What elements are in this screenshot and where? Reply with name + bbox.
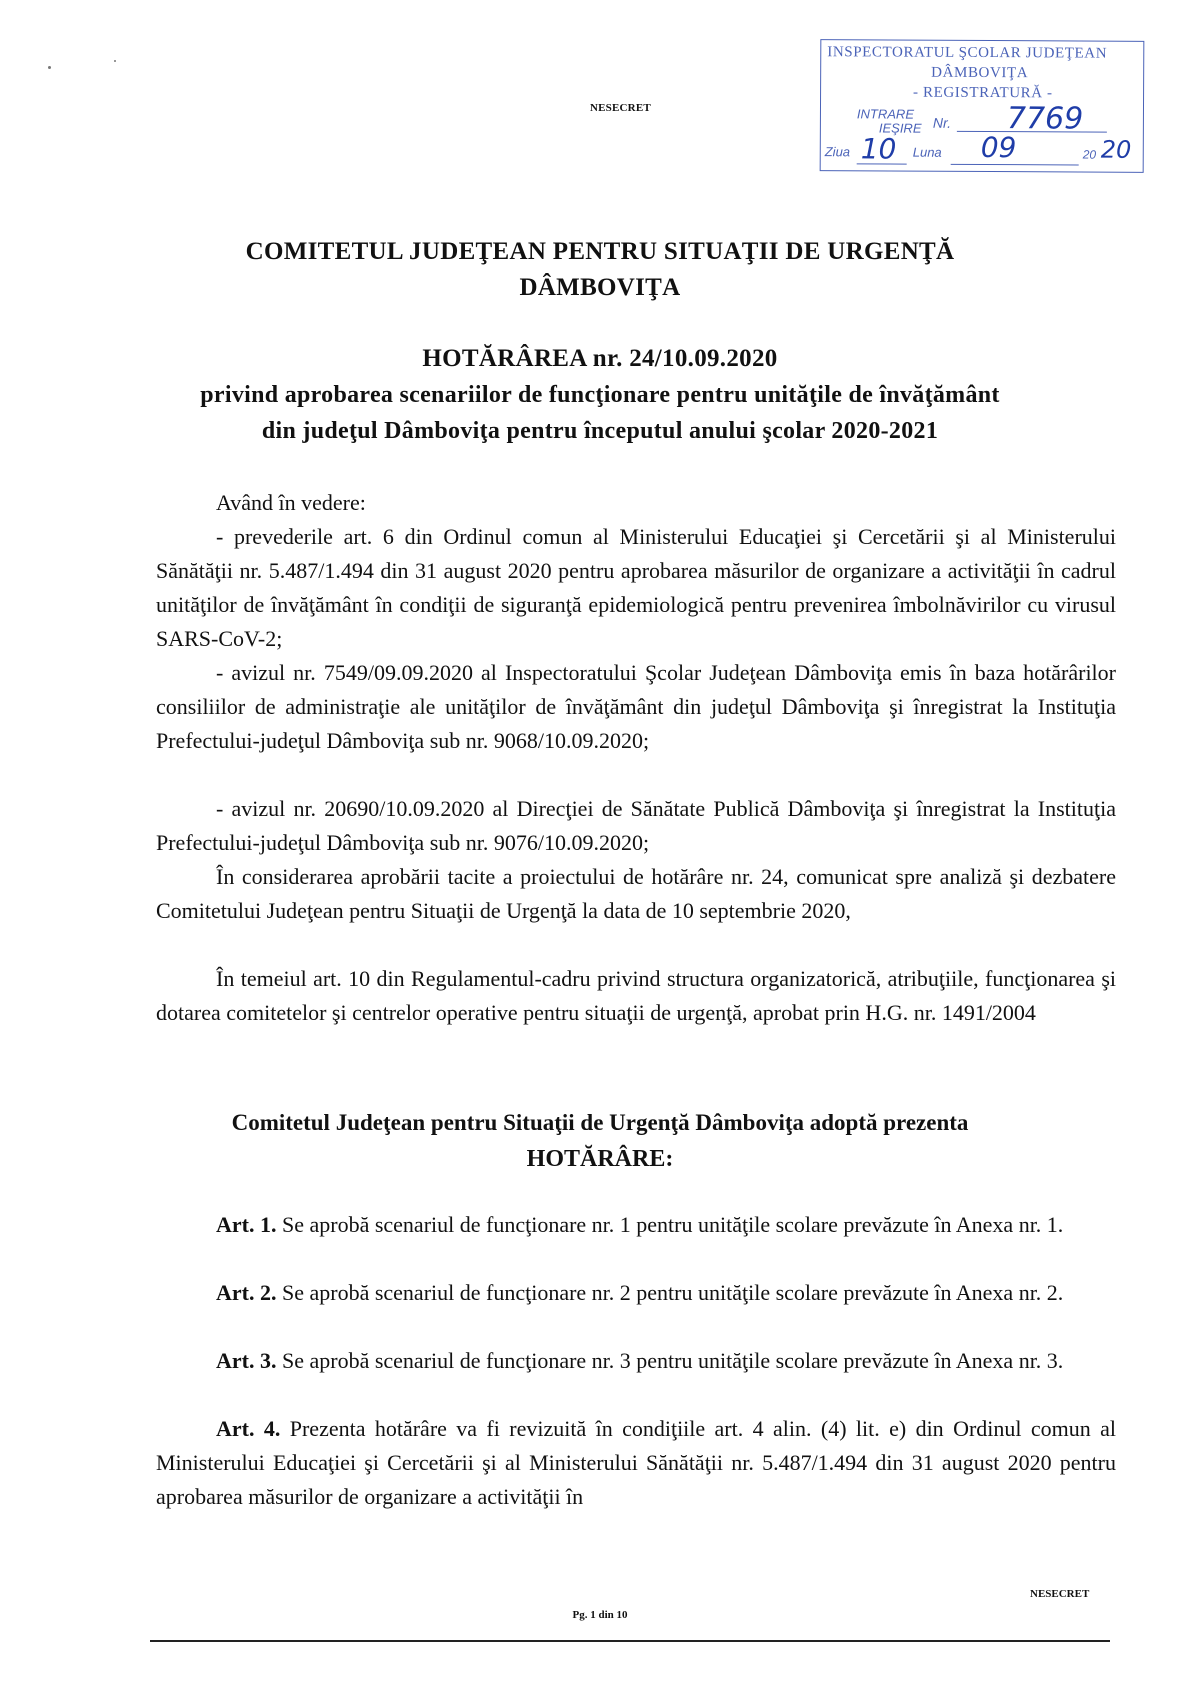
- issuer-line1: COMITETUL JUDEŢEAN PENTRU SITUAŢII DE URGENŢĂ: [245, 238, 955, 265]
- scan-speck: [48, 66, 51, 69]
- preamble-intro: Având în vedere:: [216, 490, 366, 515]
- stamp-nr-label: Nr.: [932, 114, 952, 131]
- subject-line1: privind aprobarea scenariilor de funcţionare pentru unităţile de învăţământ: [200, 382, 1000, 408]
- article-3: Art. 3. Se aprobă scenariul de funcţionare nr. 3 pentru unităţile scolare prevăzute în Anexa nr. 3.: [216, 1348, 1064, 1373]
- stamp-ziua-label: Ziua: [824, 144, 851, 160]
- stamp-an-label: 20: [1082, 147, 1097, 162]
- stamp-line2: DÂMBOVIŢA: [931, 64, 1029, 82]
- article-1: Art. 1. Se aprobă scenariul de funcţionare nr. 1 pentru unităţile scolare prevăzute în Anexa nr. 1.: [216, 1212, 1064, 1237]
- footer-divider: [150, 1640, 1110, 1642]
- stamp-luna-line: [951, 164, 1079, 166]
- stamp-ziua-value: 10: [860, 132, 897, 166]
- stamp-line1: INSPECTORATUL ŞCOLAR JUDEŢEAN: [827, 44, 1108, 62]
- classification-top: NESECRET: [590, 102, 651, 114]
- issuer-line2: DÂMBOVIŢA: [519, 274, 681, 301]
- preamble-item: - avizul nr. 7549/09.09.2020 al Inspectoratului Şcolar Judeţean Dâmboviţa emis în baza hotărârilor consiliilor de administraţie ale unităţilor de învăţământ din judeţul Dâmboviţa şi înregistrat la Instituţia Prefectului-judeţul Dâmboviţa sub nr. 9068/10.09.2020;: [156, 660, 1116, 753]
- article-2: Art. 2. Se aprobă scenariul de funcţionare nr. 2 pentru unităţile scolare prevăzute în Anexa nr. 2.: [216, 1280, 1064, 1305]
- classification-bottom: NESECRET: [1030, 1588, 1090, 1600]
- stamp-nr-value: 7769: [1006, 101, 1084, 137]
- adopts-line1: Comitetul Judeţean pentru Situaţii de Urgenţă Dâmboviţa adoptă prezenta: [231, 1110, 969, 1135]
- article-4: Art. 4. Prezenta hotărâre va fi revizuită în condiţiile art. 4 alin. (4) lit. e) din Ordinul comun al Ministerului Educaţiei şi Cercetării şi al Ministerului Sănătăţii nr. 5.487/1.494 din 31 august 2020 pentru aprobarea măsurilor de organizare a activităţii în: [156, 1416, 1117, 1509]
- stamp-iesire-label: IEŞIRE: [878, 120, 922, 136]
- decision-title: HOTĂRÂREA nr. 24/10.09.2020: [422, 345, 778, 372]
- stamp-intrare-label: INTRARE: [856, 106, 915, 122]
- stamp-luna-label: Luna: [912, 144, 942, 160]
- page-number: Pg. 1 din 10: [572, 1609, 628, 1621]
- subject-line2: din judeţul Dâmboviţa pentru începutul anului şcolar 2020-2021: [261, 418, 939, 444]
- registry-stamp: [820, 39, 1145, 173]
- preamble-item: - prevederile art. 6 din Ordinul comun al Ministerului Educaţiei şi Cercetării şi al Ministerului Sănătăţii nr. 5.487/1.494 din 31 august 2020 pentru aprobarea măsurilor de organizare a activităţii în cadrul unităţilor de învăţământ în condiţii de siguranţă epidemiologică pentru prevenirea îmbolnăvirilor cu virusul SARS-CoV-2;: [156, 524, 1116, 651]
- adopts-line2: HOTĂRÂRE:: [526, 1146, 674, 1172]
- preamble-item: - avizul nr. 20690/10.09.2020 al Direcţiei de Sănătate Publică Dâmboviţa şi înregistrat la Instituţia Prefectului-judeţul Dâmboviţa sub nr. 9076/10.09.2020;: [156, 796, 1116, 855]
- stamp-luna-value: 09: [980, 130, 1017, 165]
- preamble-item: În temeiul art. 10 din Regulamentul-cadru privind structura organizatorică, atribuţiile, funcţionarea şi dotarea comitetelor şi centrelor operative pentru situaţii de urgenţă, aprobat prin H.G. nr. 1491/2004: [156, 966, 1116, 1025]
- preamble-item: În considerarea aprobării tacite a proiectului de hotărâre nr. 24, comunicat spre analiză şi dezbatere Comitetului Judeţean pentru Situaţii de Urgenţă la data de 10 septembrie 2020,: [156, 864, 1116, 923]
- scan-speck: [114, 60, 116, 62]
- stamp-line3: - REGISTRATURĂ -: [913, 84, 1053, 102]
- stamp-an-value: 20: [1100, 135, 1132, 164]
